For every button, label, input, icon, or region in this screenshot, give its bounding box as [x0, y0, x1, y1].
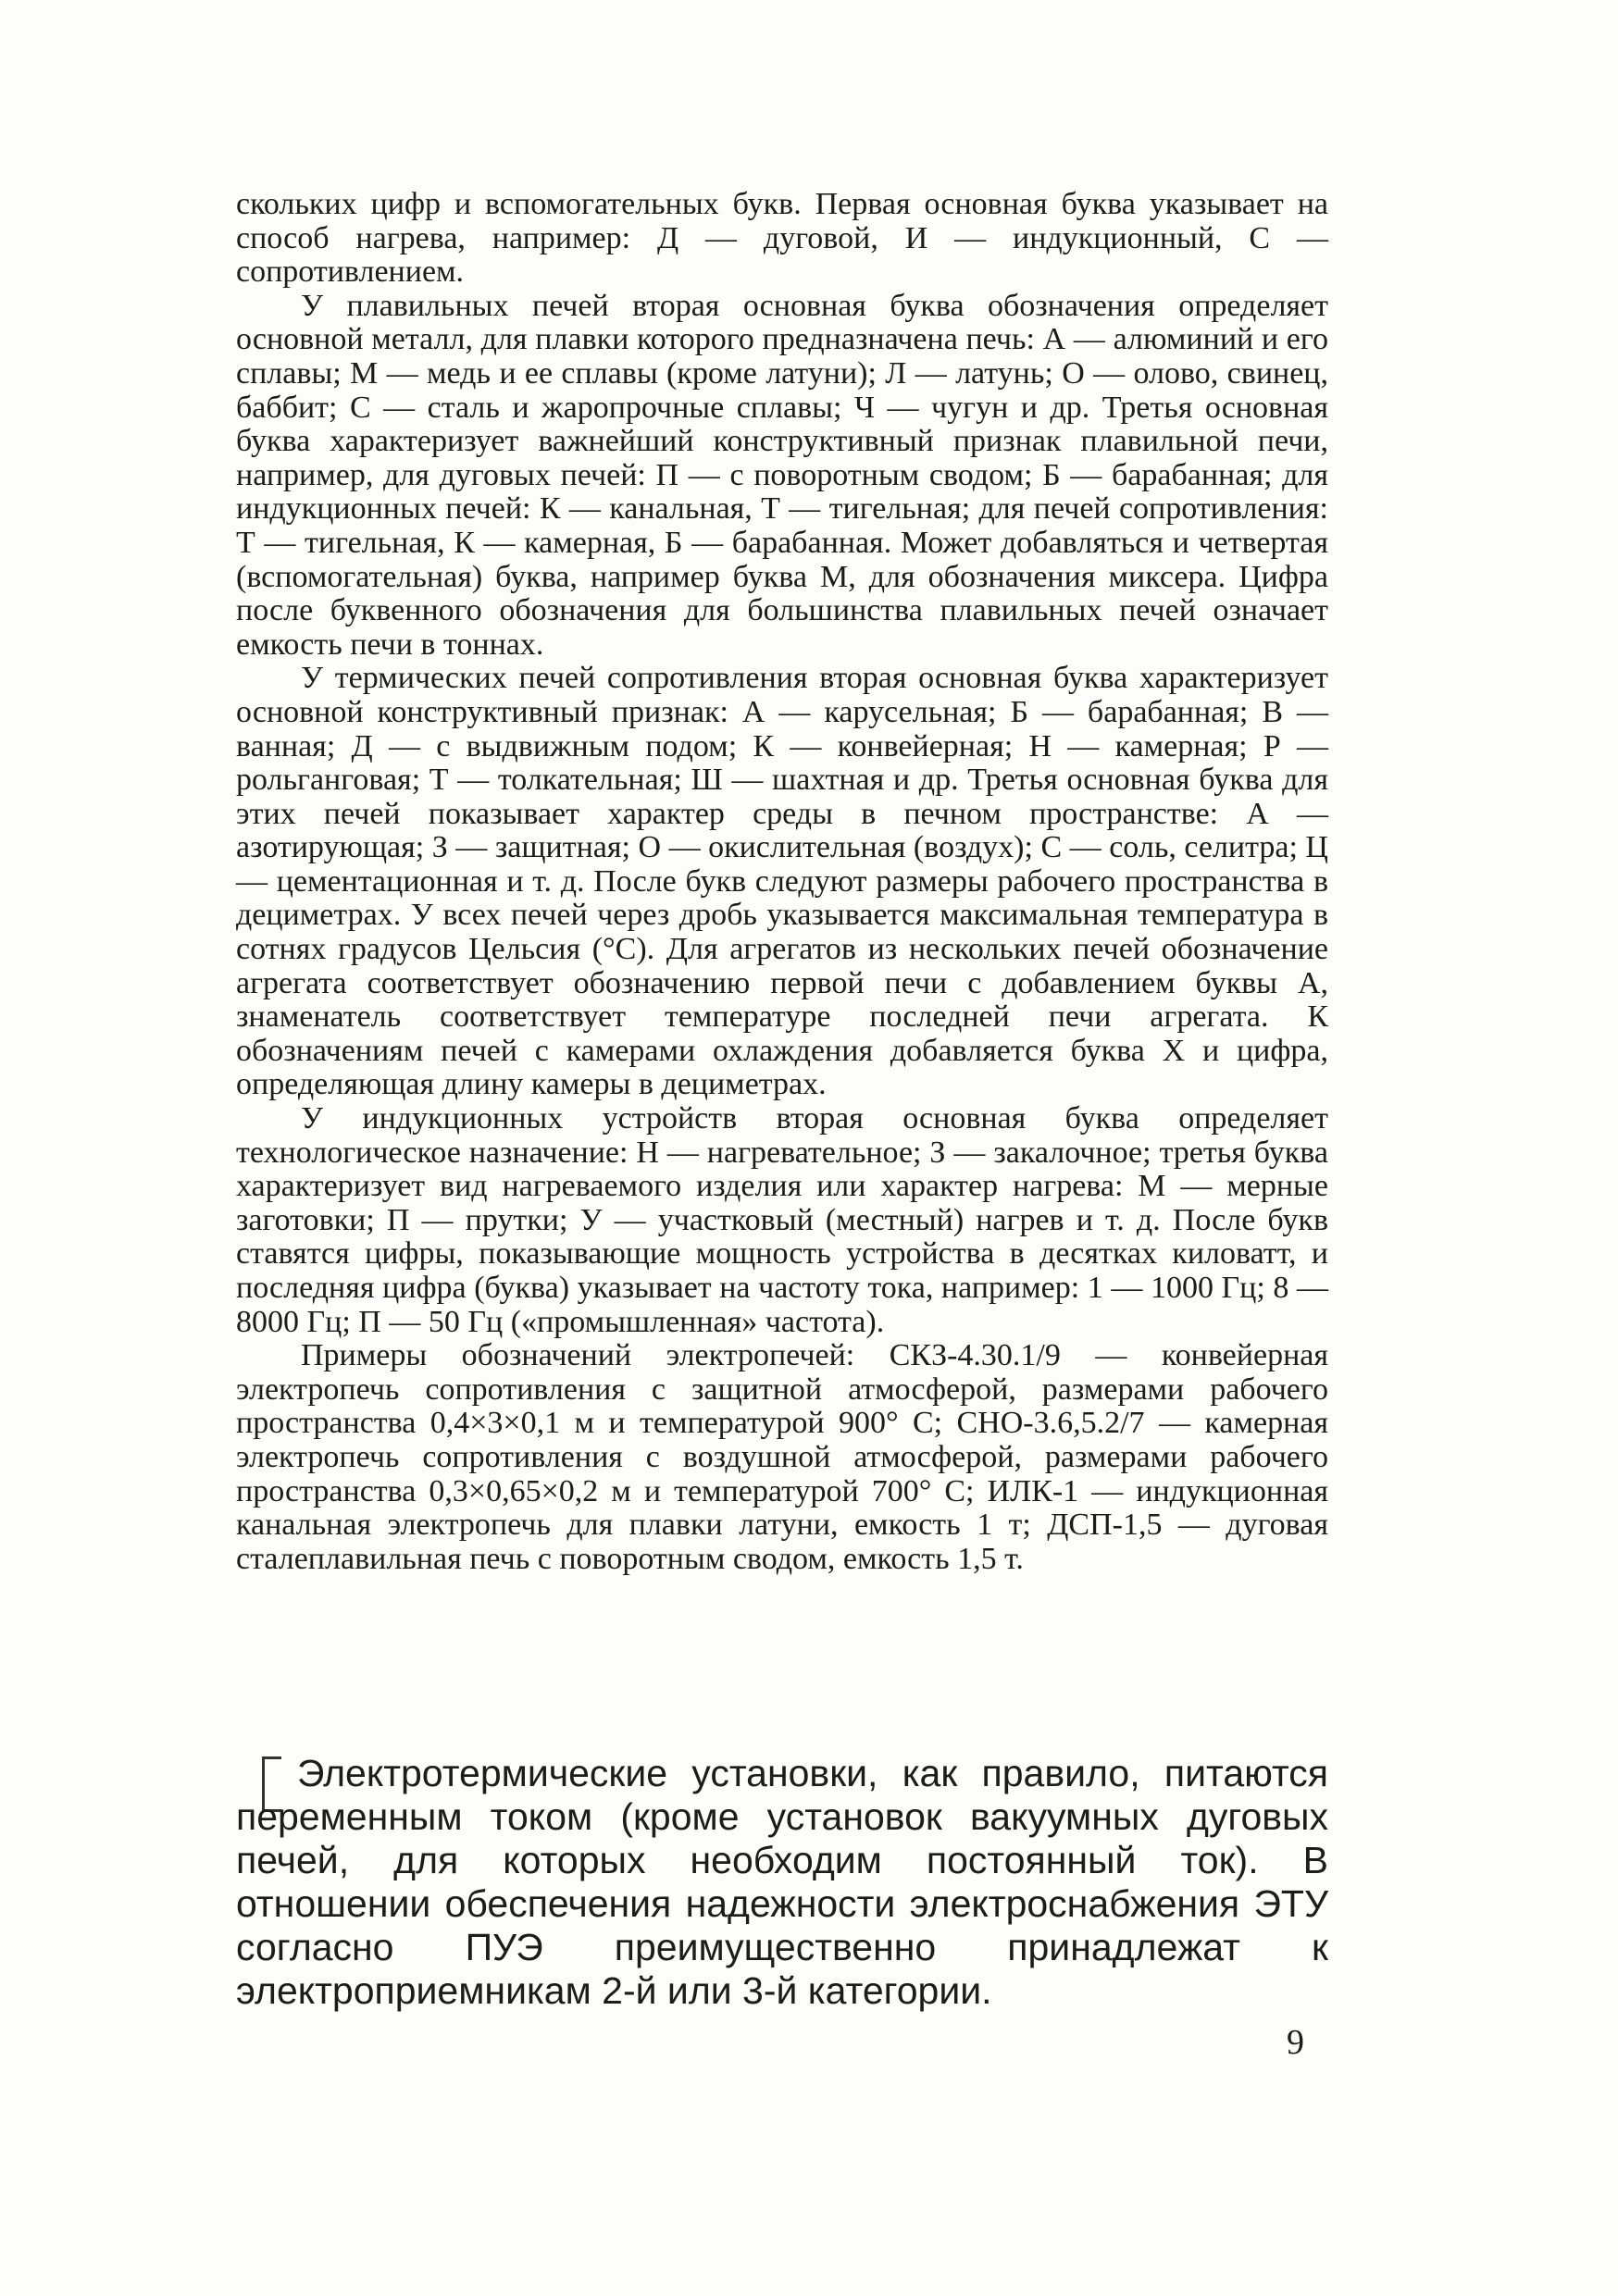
body-text [236, 188, 1328, 1576]
page-number: 9 [1287, 2023, 1304, 2062]
paragraph-induction-devices: У индукционных устройств вторая основная буква определяет технологическое назначение: Н — нагревательное; З — закалочное; третья буква характеризует вид нагреваемого изделия или характер нагрева: М — мерные заготовки; П — прутки; У — участковый (местный) нагрев и т. д. После букв ставятся цифры, показывающие мощность устройства в десятках киловатт, и последняя цифра (буква) указывает на частоту тока, например: 1 — 1000 Гц; 8 — 8000 Гц; П — 50 Гц («промышленная» частота). [236, 1101, 1328, 1339]
highlight-paragraph: Электротермические установки, как правило, питаются переменным током (кроме установок вакуумных дуговых печей, для которых необходим постоянный ток). В отношении обеспечения надежности электроснабжения ЭТУ согласно ПУЭ преимущественно принадлежат к электроприемникам 2-й или 3-й категории. [236, 1752, 1328, 2012]
paragraph-continuation: скольких цифр и вспомогательных букв. Первая основная буква указывает на способ нагрева, например: Д — дуговой, И — индукционный, С — сопротивлением. [236, 187, 1328, 290]
paragraph-examples: Примеры обозначений электропечей: СКЗ-4.30.1/9 — конвейерная электропечь сопротивления с защитной атмосферой, размерами рабочего пространства 0,4×3×0,1 м и температурой 900° С; СНО-3.6,5.2/7 — камерная электропечь сопротивления с воздушной атмосферой, размерами рабочего пространства 0,3×0,65×0,2 м и температурой 700° С; ИЛК-1 — индукционная канальная электропечь для плавки латуни, емкость 1 т; ДСП-1,5 — дуговая сталеплавильная печь с поворотным сводом, емкость 1,5 т. [236, 1338, 1328, 1576]
paragraph-thermal-furnaces: У термических печей сопротивления вторая основная буква характеризует основной конструктивный признак: А — карусельная; Б — барабанная; В — ванная; Д — с выдвижным подом; К — конвейерная; Н — камерная; Р — рольганговая; Т — толкательная; Ш — шахтная и др. Третья основная буква для этих печей показывает характер среды в печном пространстве: А — азотирующая; З — защитная; О — окислительная (воздух); С — соль, селитра; Ц — цементационная и т. д. После букв следуют размеры рабочего пространства в дециметрах. У всех печей через дробь указывается максимальная температура в сотнях градусов Цельсия (°С). Для агрегатов из нескольких печей обозначение агрегата соответствует обозначению первой печи с добавлением буквы А, знаменатель соответствует температуре последней печи агрегата. К обозначениям печей с камерами охлаждения добавляется буква Х и цифра, определяющая длину камеры в дециметрах. [236, 661, 1328, 1102]
highlight-block [236, 1752, 1328, 2013]
paragraph-melting-furnaces: У плавильных печей вторая основная буква обозначения определяет основной металл, для плавки которого предназначена печь: А — алюминий и его сплавы; М — медь и ее сплавы (кроме латуни); Л — латунь; О — олово, свинец, баббит; С — сталь и жаропрочные сплавы; Ч — чугун и др. Третья основная буква характеризует важнейший конструктивный признак плавильной печи, например, для дуговых печей: П — с поворотным сводом; Б — барабанная; для индукционных печей: К — канальная, Т — тигельная; для печей сопротивления: Т — тигельная, К — камерная, Б — барабанная. Может добавляться и четвертая (вспомогательная) буква, например буква М, для обозначения миксера. Цифра после буквенного обозначения для большинства плавильных печей означает емкость печи в тоннах. [236, 288, 1328, 662]
